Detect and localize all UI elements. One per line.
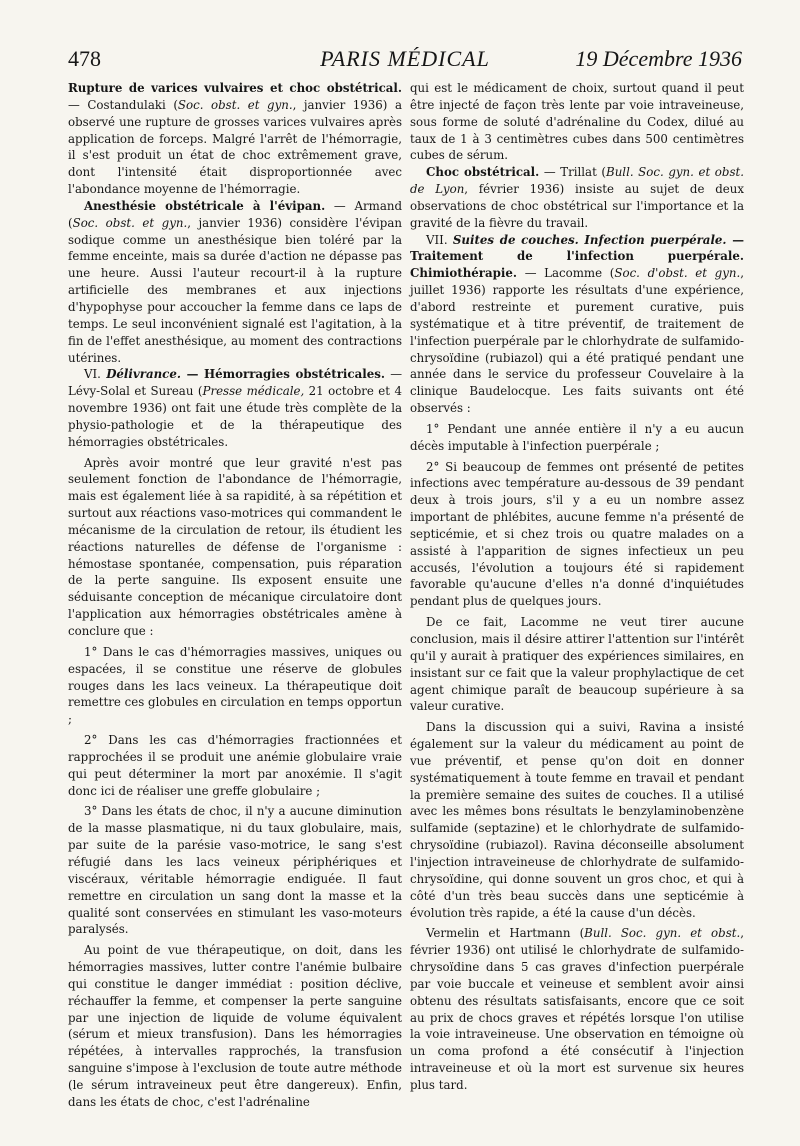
left-column: [68, 80, 402, 1111]
paragraph: Au point de vue thérapeutique, on doit, dans les hémorragies massives, lutter contre l'anémie bulbaire qui constitue le danger immédiat : position déclive, réchauffer la femme, et compenser la perte sanguine par une injection de liquide de volume équivalent (sérum et mieux transfusion). Dans les hémorragies répétées, à intervalles rapprochés, la transfusion sanguine s'impose à l'exclusion de toute autre méthode (le sérum intraveineux peut être dangereux). Enfin, dans les états de choc, c'est l'adrénaline: [68, 943, 402, 1109]
section-heading-paragraph: VI. Délivrance. — Hémorragies obstétricales. — Lévy-Solal et Sureau (Presse médicale, 21 octobre et 4 novembre 1936) ont fait une étude très complète de la physio-pathologie et de la thérapeutique des hémorragies obstétricales.: [68, 367, 403, 449]
journal-title: PARIS MÉDICAL: [320, 46, 490, 71]
paragraph: Choc obstétrical. — Trillat (Bull. Soc. gyn. et obst. de Lyon, février 1936) insiste au sujet de deux observations de choc obstétrical sur l'importance et la gravité de la fièvre du travail.: [410, 165, 744, 230]
issue-date: 19 Décembre 1936: [575, 46, 742, 71]
running-header: [68, 46, 742, 76]
section-heading-paragraph: VII. Suites de couches. Infection puerpérale. — Traitement de l'infection puerpérale. Chimiothérapie. — Lacomme (Soc. d'obst. et gyn., juillet 1936) rapporte les résultats d'une expérience, d'abord restreinte et purement curative, puis systématique et à titre préventif, de traitement de l'infection puerpérale par le chlorhydrate de sulfamido-chrysoïdine (rubiazol) qui a été pratiqué pendant une année dans le service du professeur Couvelaire à la clinique Baudelocque. Les faits suivants ont été observés :: [410, 232, 744, 416]
list-item: 2° Si beaucoup de femmes ont présenté de petites infections avec température au-dessous de 39 pendant deux à trois jours, s'il y a eu un nombre assez important de phlébites, aucune femme n'a présenté de septicémie, et si chez trois ou quatre malades on a assisté à l'apparition de signes infectieux un peu accusés, l'évolution a toujours été si rapidement favorable qu'aucune d'elles n'a donné d'inquiétudes pendant plus de quelques jours.: [410, 459, 744, 609]
paragraph: Après avoir montré que leur gravité n'est pas seulement fonction de l'abondance de l'hémorragie, mais est également liée à sa rapidité, à sa répétition et surtout aux réactions vaso-motrices qui commandent le mécanisme de la circulation de retour, ils étudient les réactions naturelles de défense de l'organisme : hémostase spontanée, compensation, puis réparation de la perte sanguine. Ils exposent ensuite une séduisante conception de mécanique circulatoire dont l'application aux hémorragies obstétricales amène à conclure que :: [68, 455, 402, 638]
list-item: 1° Dans le cas d'hémorragies massives, uniques ou espacées, il se constitue une réserve de globules rouges dans les lacs veineux. La thérapeutique doit remettre ces globules en circulation en temps opportun ;: [68, 644, 402, 727]
list-item: 3° Dans les états de choc, il n'y a aucune diminution de la masse plasmatique, ni du taux globulaire, mais, par suite de la parésie vaso-motrice, le sang s'est réfugié dans les lacs veineux périphériques et viscéraux, véritable hémorragie endiguée. Il faut remettre en circulation un sang dont la masse et la qualité sont conservées en stimulant les vaso-moteurs paralysés.: [68, 804, 402, 937]
page-number: 478: [68, 46, 101, 71]
right-column: [410, 80, 744, 1094]
paragraph: Rupture de varices vulvaires et choc obstétrical. — Costandulaki (Soc. obst. et gyn., janvier 1936) a observé une rupture de grosses varices vulvaires après application de forceps. Malgré l'arrêt de l'hémorragie, il s'est produit un état de choc extrêmement grave, dont l'intensité était disproportionnée avec l'abondance moyenne de l'hémorragie.: [68, 81, 402, 197]
paragraph: Anesthésie obstétricale à l'évipan. — Armand (Soc. obst. et gyn., janvier 1936) considère l'évipan sodique comme un anesthésique bien toléré par la femme enceinte, mais sa durée d'action ne dépasse pas une heure. Aussi l'auteur recourt-il à la rupture artificielle des membranes et aux injections d'hypophyse pour accoucher la femme dans ce laps de temps. Le seul inconvénient signalé est l'agitation, à la fin de l'effet anesthésique, au moment des contractions utérines.: [68, 198, 403, 365]
paragraph: Vermelin et Hartmann (Bull. Soc. gyn. et obst., février 1936) ont utilisé le chlorhydrate de sulfamido-chrysoïdine dans 5 cas graves d'infection puerpérale par voie buccale et veineuse et semblent avoir ainsi obtenu des résultats satisfaisants, encore que ce soit au prix de chocs graves et répétés lorsque l'on utilise la voie intraveineuse. Une observation en témoigne où un coma profond a été consécutif à l'injection intraveineuse et où la mort est survenue six heures plus tard.: [410, 926, 744, 1092]
list-item: 2° Dans les cas d'hémorragies fractionnées et rapprochées il se produit une anémie globulaire vraie qui peut déterminer la mort par anoxémie. Il s'agit donc ici de réaliser une greffe globulaire ;: [68, 733, 402, 798]
paragraph: qui est le médicament de choix, surtout quand il peut être injecté de façon très lente par voie intraveineuse, sous forme de soluté d'adrénaline du Codex, dilué au taux de 1 à 3 centimètres cubes dans 500 centimètres cubes de sérum.: [410, 81, 744, 163]
paragraph: Dans la discussion qui a suivi, Ravina a insisté également sur la valeur du médicament au point de vue préventif, et pense qu'on doit en donner systématiquement à toute femme en travail et pendant la première semaine des suites de couches. Il a utilisé avec les mêmes bons résultats le benzylaminobenzène sulfamide (septazine) et le chlorhydrate de sulfamido-chrysoïdine (rubiazol). Ravina déconseille absolument l'injection intraveineuse de chlorhydrate de sulfamido-chrysoïdine, qui donne souvent un gros choc, et qui à côté d'un très beau succès dans une septicémie à évolution très rapide, a été la cause d'un décès.: [410, 720, 744, 920]
list-item: 1° Pendant une année entière il n'y a eu aucun décès imputable à l'infection puerpérale ;: [410, 421, 744, 453]
paragraph: De ce fait, Lacomme ne veut tirer aucune conclusion, mais il désire attirer l'attention sur l'intérêt qu'il y aurait à pratiquer des expériences similaires, en insistant sur ce fait que la valeur prophylactique de cet agent chimique paraît de beaucoup supérieure à sa valeur curative.: [410, 615, 744, 714]
